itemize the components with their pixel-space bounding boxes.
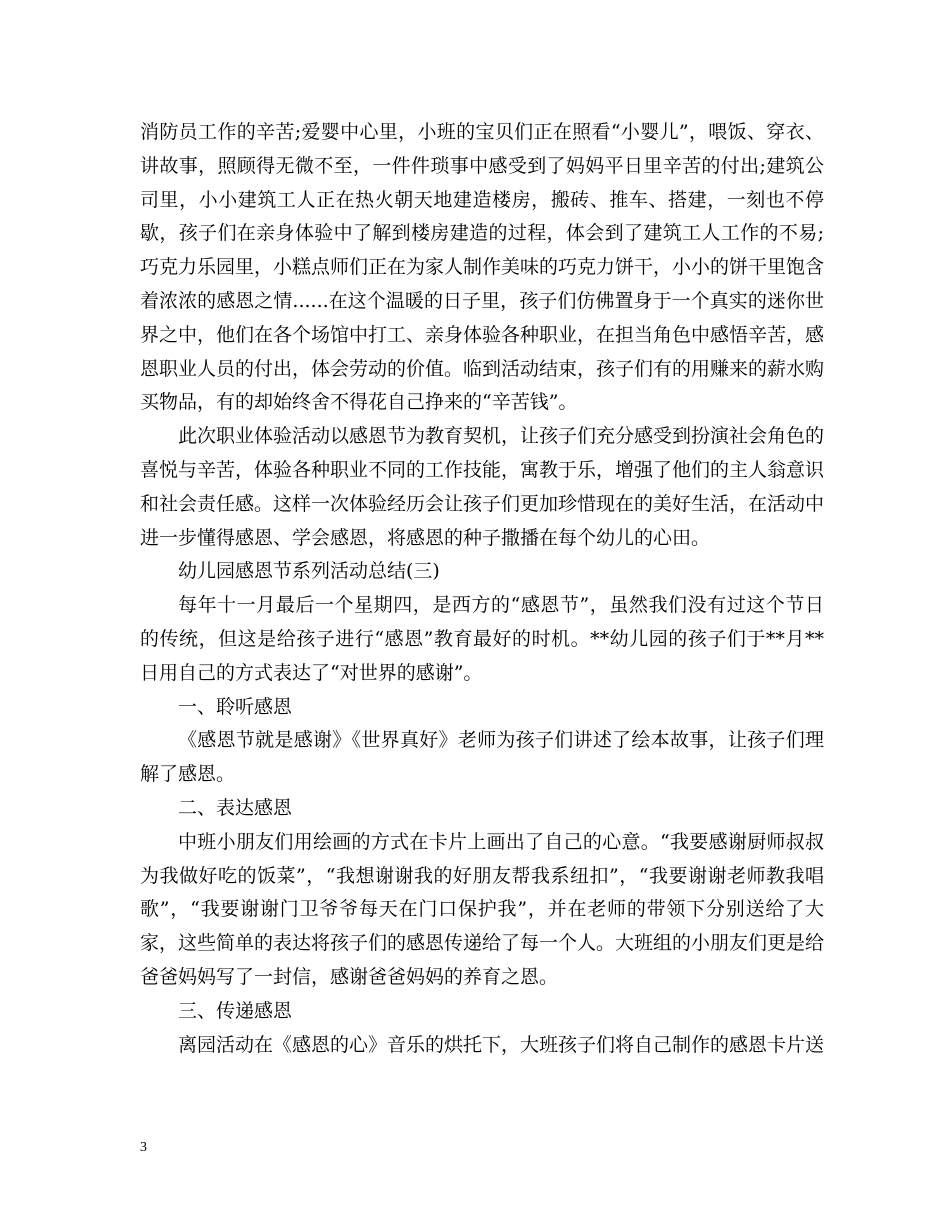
paragraph: 消防员工作的辛苦;爱婴中心里，小班的宝贝们正在照看“小婴儿”，喂饭、穿衣、讲故事，照顾得无微不至，一件件琐事中感受到了妈妈平日里辛苦的付出;建筑公司里，小小建筑工人正在热火朝天地建造楼房，搬砖、推车、搭建，一刻也不停歇，孩子们在亲身体验中了解到楼房建造的过程，体会到了建筑工人工作的不易;巧克力乐园里，小糕点师们正在为家人制作美味的巧克力饼干，小小的饼干里饱含着浓浓的感恩之情......在这个温暖的日子里，孩子们仿佛置身于一个真实的迷你世界之中，他们在各个场馆中打工、亲身体验各种职业，在担当角色中感悟辛苦，感恩职业人员的付出，体会劳动的价值。临到活动结束，孩子们有的用赚来的薪水购买物品，有的却始终舍不得花自己挣来的“辛苦钱”。	[140, 121, 825, 414]
section-heading: 三、传递感恩	[178, 999, 293, 1022]
section-title: 幼儿园感恩节系列活动总结(三)	[178, 560, 440, 583]
paragraph: 此次职业体验活动以感恩节为教育契机，让孩子们充分感受到扮演社会角色的喜悦与辛苦，体验各种职业不同的工作技能，寓教于乐，增强了他们的主人翁意识和社会责任感。这样一次体验经历会让孩子们更加珍惜现在的美好生活，在活动中进一步懂得感恩、学会感恩，将感恩的种子撒播在每个幼儿的心田。	[140, 425, 825, 549]
paragraph: 中班小朋友们用绘画的方式在卡片上画出了自己的心意。“我要感谢厨师叔叔为我做好吃的饭菜”，“我想谢谢我的好朋友帮我系纽扣”，“我要谢谢老师教我唱歌”，“我要谢谢门卫爷爷每天在门口保护我”，并在老师的带领下分别送给了大家，这些简单的表达将孩子们的感恩传递给了每一个人。大班组的小朋友们更是给爸爸妈妈写了一封信，感谢爸爸妈妈的养育之恩。	[140, 830, 825, 988]
paragraph: 《感恩节就是感谢》《世界真好》老师为孩子们讲述了绘本故事，让孩子们理解了感恩。	[140, 729, 824, 786]
paragraph: 每年十一月最后一个星期四，是西方的“感恩节”，虽然我们没有过这个节日的传统，但这是给孩子进行“感恩”教育最好的时机。**幼儿园的孩子们于**月**日用自己的方式表达了“对世界的感谢”。	[140, 594, 824, 684]
document-body	[140, 116, 824, 1062]
section-heading: 一、聆听感恩	[178, 695, 293, 718]
section-heading: 二、表达感恩	[178, 796, 293, 819]
paragraph: 离园活动在《感恩的心》音乐的烘托下，大班孩子们将自己制作的感恩卡片送	[178, 1033, 825, 1056]
page-number: 3	[140, 1140, 147, 1155]
